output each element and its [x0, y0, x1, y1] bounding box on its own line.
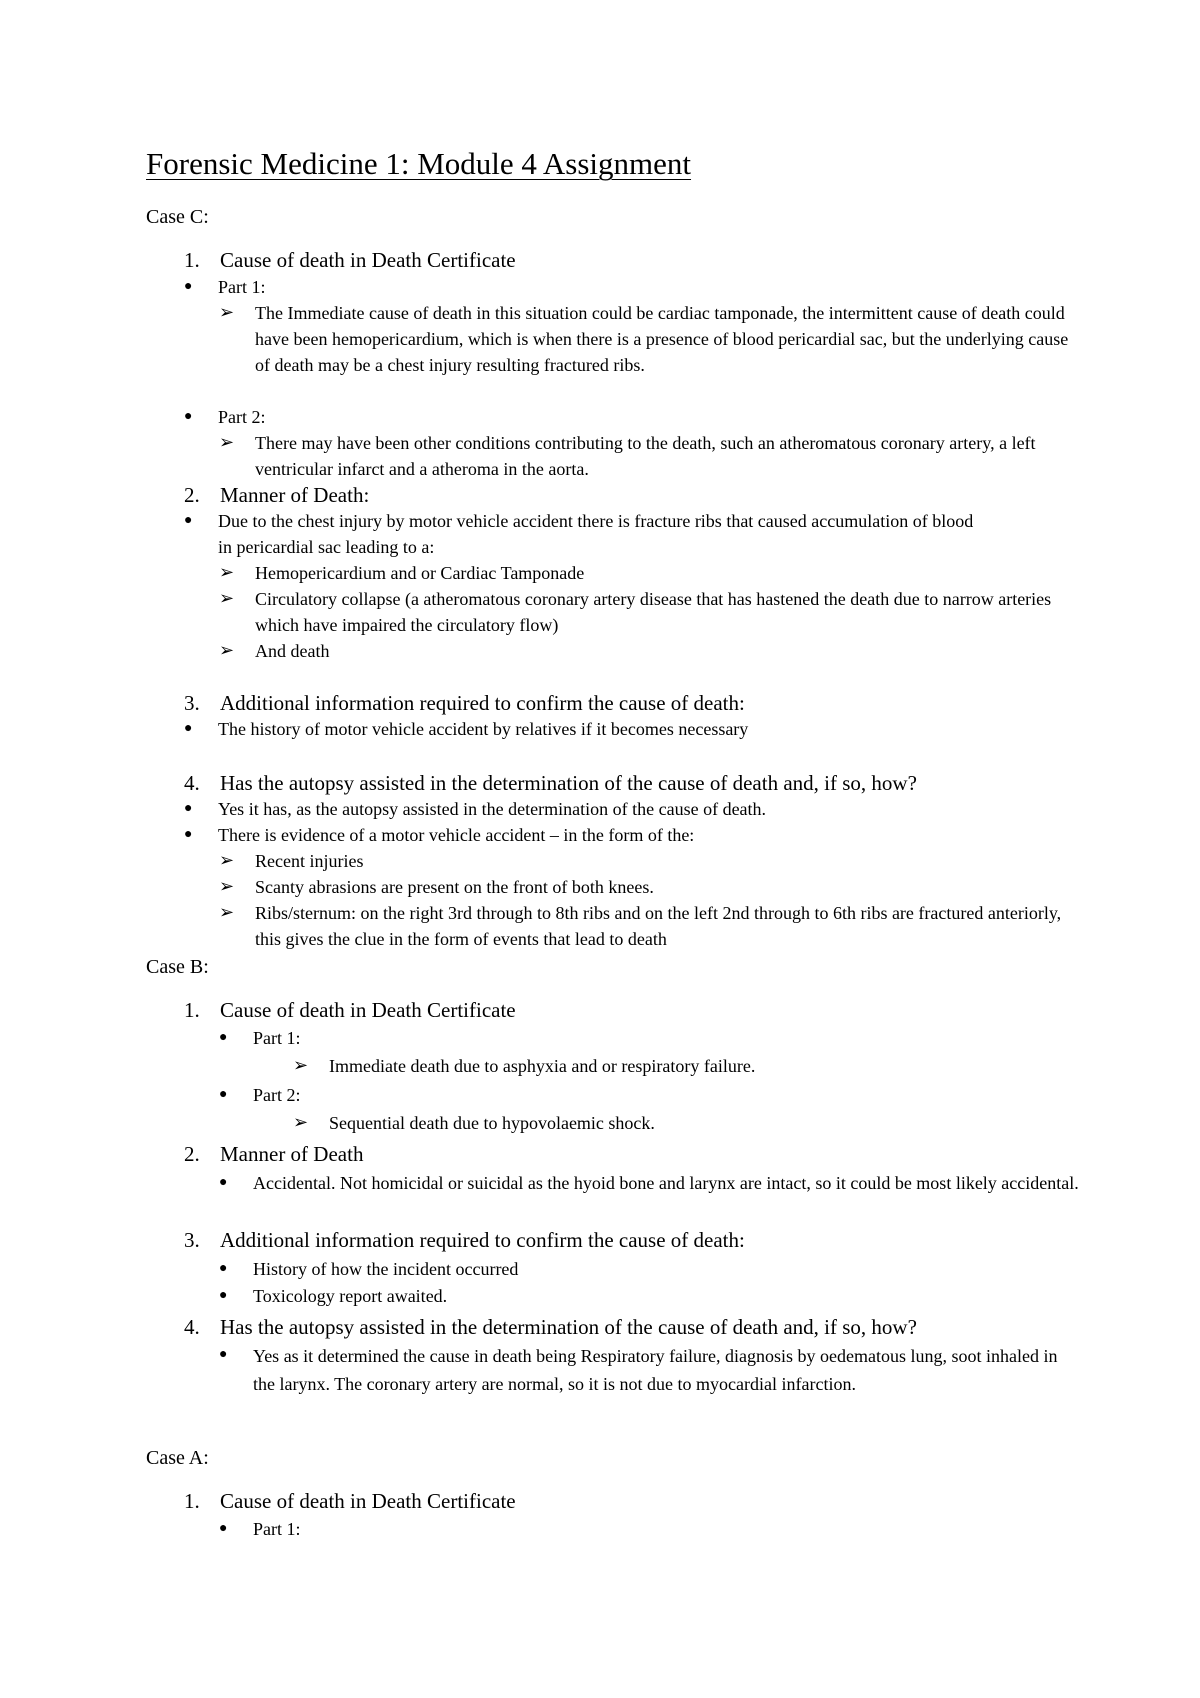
- question-number: 2.: [184, 1142, 200, 1166]
- arrow-bullet-icon: ➢: [219, 588, 235, 609]
- bullet-icon: ●: [184, 827, 193, 842]
- bullet-icon: ●: [184, 513, 193, 528]
- question-text: Cause of death in Death Certificate: [220, 248, 516, 272]
- arrow-bullet-icon: ➢: [219, 640, 235, 661]
- bullet-icon: ●: [219, 1175, 228, 1190]
- bullet-icon: ●: [219, 1521, 228, 1536]
- bullet-text: Part 1:: [253, 1028, 301, 1048]
- question-text: Additional information required to confirm the cause of death:: [220, 1228, 745, 1252]
- bullet-icon: ●: [184, 409, 193, 424]
- arrow-bullet-icon: ➢: [293, 1112, 309, 1133]
- bullet-text: Part 1:: [253, 1519, 301, 1539]
- bullet-icon: ●: [219, 1288, 228, 1303]
- arrow-bullet-icon: ➢: [293, 1055, 309, 1076]
- arrow-text: Hemopericardium and or Cardiac Tamponade: [255, 563, 585, 583]
- bullet-icon: ●: [184, 721, 193, 736]
- arrow-text: Circulatory collapse (a atheromatous coronary artery disease that has hastened the death due to narrow arteries which have impaired the circulatory flow): [255, 589, 1052, 635]
- arrow-text: And death: [255, 641, 330, 661]
- bullet-icon: ●: [184, 801, 193, 816]
- question-text: Additional information required to confirm the cause of death:: [220, 691, 745, 715]
- question-text: Has the autopsy assisted in the determination of the cause of death and, if so, how?: [220, 1315, 917, 1339]
- question-text: Cause of death in Death Certificate: [220, 998, 516, 1022]
- question-number: 1.: [184, 248, 200, 272]
- bullet-text: There is evidence of a motor vehicle accident – in the form of the:: [218, 825, 695, 845]
- arrow-text: Sequential death due to hypovolaemic shock.: [329, 1113, 655, 1133]
- arrow-bullet-icon: ➢: [219, 876, 235, 897]
- case-a-heading: Case A:: [146, 1447, 209, 1469]
- question-number: 1.: [184, 998, 200, 1022]
- bullet-text: Part 1:: [218, 277, 266, 297]
- question-number: 3.: [184, 691, 200, 715]
- arrow-bullet-icon: ➢: [219, 432, 235, 453]
- bullet-text: The history of motor vehicle accident by relatives if it becomes necessary: [218, 719, 749, 739]
- bullet-text: History of how the incident occurred: [253, 1259, 519, 1279]
- bullet-icon: ●: [219, 1030, 228, 1045]
- arrow-text: There may have been other conditions contributing to the death, such an atheromatous coronary artery, a left ventricular infarct and a atheroma in the aorta.: [255, 433, 1036, 479]
- arrow-text: Ribs/sternum: on the right 3rd through to 8th ribs and on the left 2nd through to 6th ribs are fractured anteriorly, this gives the clue in the form of events that lead to death: [255, 903, 1062, 949]
- arrow-text: The Immediate cause of death in this situation could be cardiac tamponade, the intermittent cause of death could have been hemopericardium, which is when there is a presence of blood pericardial sac, but the underlying cause of death may be a chest injury resulting fractured ribs.: [255, 303, 1069, 375]
- arrow-text: Recent injuries: [255, 851, 364, 871]
- bullet-text: Yes as it determined the cause in death being Respiratory failure, diagnosis by oedematous lung, soot inhaled in the larynx. The coronary artery are normal, so it is not due to myocardial infarction.: [253, 1346, 1058, 1394]
- arrow-bullet-icon: ➢: [219, 562, 235, 583]
- bullet-text: Accidental. Not homicidal or suicidal as the hyoid bone and larynx are intact, so it could be most likely accidental.: [253, 1173, 1079, 1193]
- question-number: 3.: [184, 1228, 200, 1252]
- question-text: Manner of Death:: [220, 483, 370, 507]
- question-number: 2.: [184, 483, 200, 507]
- question-text: Manner of Death: [220, 1142, 364, 1166]
- page-title: Forensic Medicine 1: Module 4 Assignment: [146, 146, 692, 181]
- question-text: Has the autopsy assisted in the determination of the cause of death and, if so, how?: [220, 771, 917, 795]
- bullet-text: Due to the chest injury by motor vehicle accident there is fracture ribs that caused accumulation of blood in pericardial sac leading to a:: [218, 511, 974, 557]
- arrow-bullet-icon: ➢: [219, 302, 235, 323]
- question-number: 4.: [184, 1315, 200, 1339]
- question-number: 4.: [184, 771, 200, 795]
- bullet-text: Toxicology report awaited.: [253, 1286, 448, 1306]
- arrow-bullet-icon: ➢: [219, 902, 235, 923]
- arrow-text: Immediate death due to asphyxia and or respiratory failure.: [329, 1056, 756, 1076]
- bullet-icon: ●: [184, 279, 193, 294]
- arrow-bullet-icon: ➢: [219, 850, 235, 871]
- bullet-icon: ●: [219, 1261, 228, 1276]
- question-text: Cause of death in Death Certificate: [220, 1489, 516, 1513]
- bullet-text: Yes it has, as the autopsy assisted in the determination of the cause of death.: [218, 799, 767, 819]
- bullet-text: Part 2:: [218, 407, 266, 427]
- case-b-heading: Case B:: [146, 956, 209, 978]
- bullet-icon: ●: [219, 1347, 228, 1362]
- question-number: 1.: [184, 1489, 200, 1513]
- case-c-heading: Case C:: [146, 206, 209, 228]
- arrow-text: Scanty abrasions are present on the front of both knees.: [255, 877, 654, 897]
- bullet-text: Part 2:: [253, 1085, 301, 1105]
- bullet-icon: ●: [219, 1087, 228, 1102]
